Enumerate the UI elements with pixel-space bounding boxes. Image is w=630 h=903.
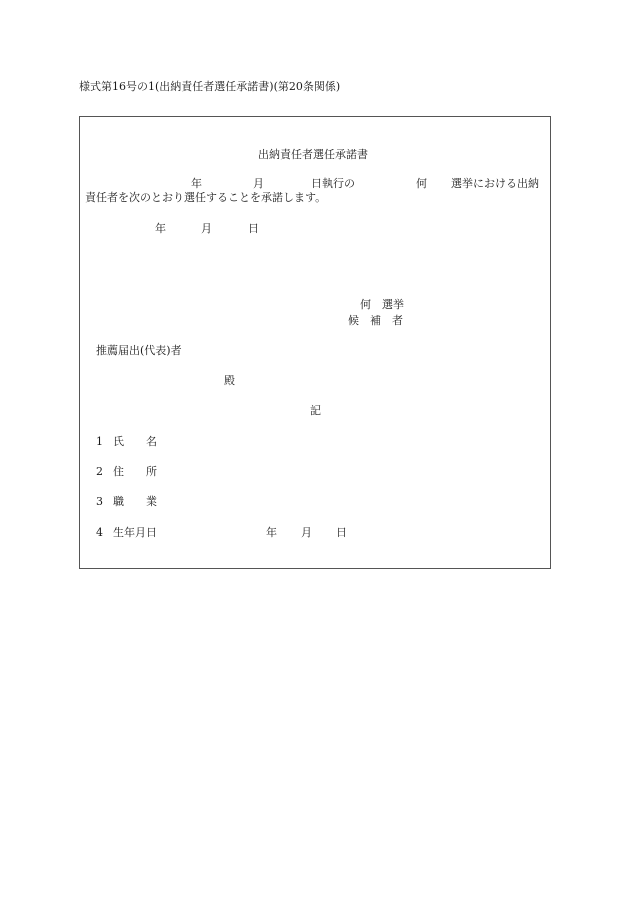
item-number-1: 1 (96, 435, 103, 448)
election-month-label: 月 (253, 177, 264, 190)
item-number-4: 4 (96, 526, 103, 539)
item-number-2: 2 (96, 465, 103, 478)
form-title: 出納責任者選任承諾書 (258, 148, 368, 161)
honorific-label: 殿 (224, 374, 235, 387)
election-suffix-label: 選挙における出納 (451, 177, 539, 190)
item-label-birthdate: 生年月日 (113, 526, 157, 539)
form-number-heading: 様式第16号の1(出納責任者選任承諾書)(第20条関係) (79, 80, 341, 93)
item-label-name: 氏 名 (113, 435, 157, 448)
birth-month-label: 月 (301, 526, 312, 539)
date-year-label: 年 (155, 222, 166, 235)
date-month-label: 月 (201, 222, 212, 235)
election-what-label: 何 (416, 177, 427, 190)
election-year-label: 年 (191, 177, 202, 190)
item-label-address: 住 所 (113, 465, 157, 478)
item-number-3: 3 (96, 495, 103, 508)
recommender-label: 推薦届出(代表)者 (96, 344, 182, 357)
signer-election-label: 何 選挙 (360, 298, 404, 311)
ki-label: 記 (310, 404, 321, 417)
election-day-exec-label: 日執行の (311, 177, 355, 190)
signer-candidate-label: 候 補 者 (348, 314, 403, 327)
birth-day-label: 日 (336, 526, 347, 539)
item-label-occupation: 職 業 (113, 495, 157, 508)
consent-sentence: 責任者を次のとおり選任することを承諾します。 (85, 191, 327, 204)
birth-year-label: 年 (266, 526, 277, 539)
date-day-label: 日 (248, 222, 259, 235)
